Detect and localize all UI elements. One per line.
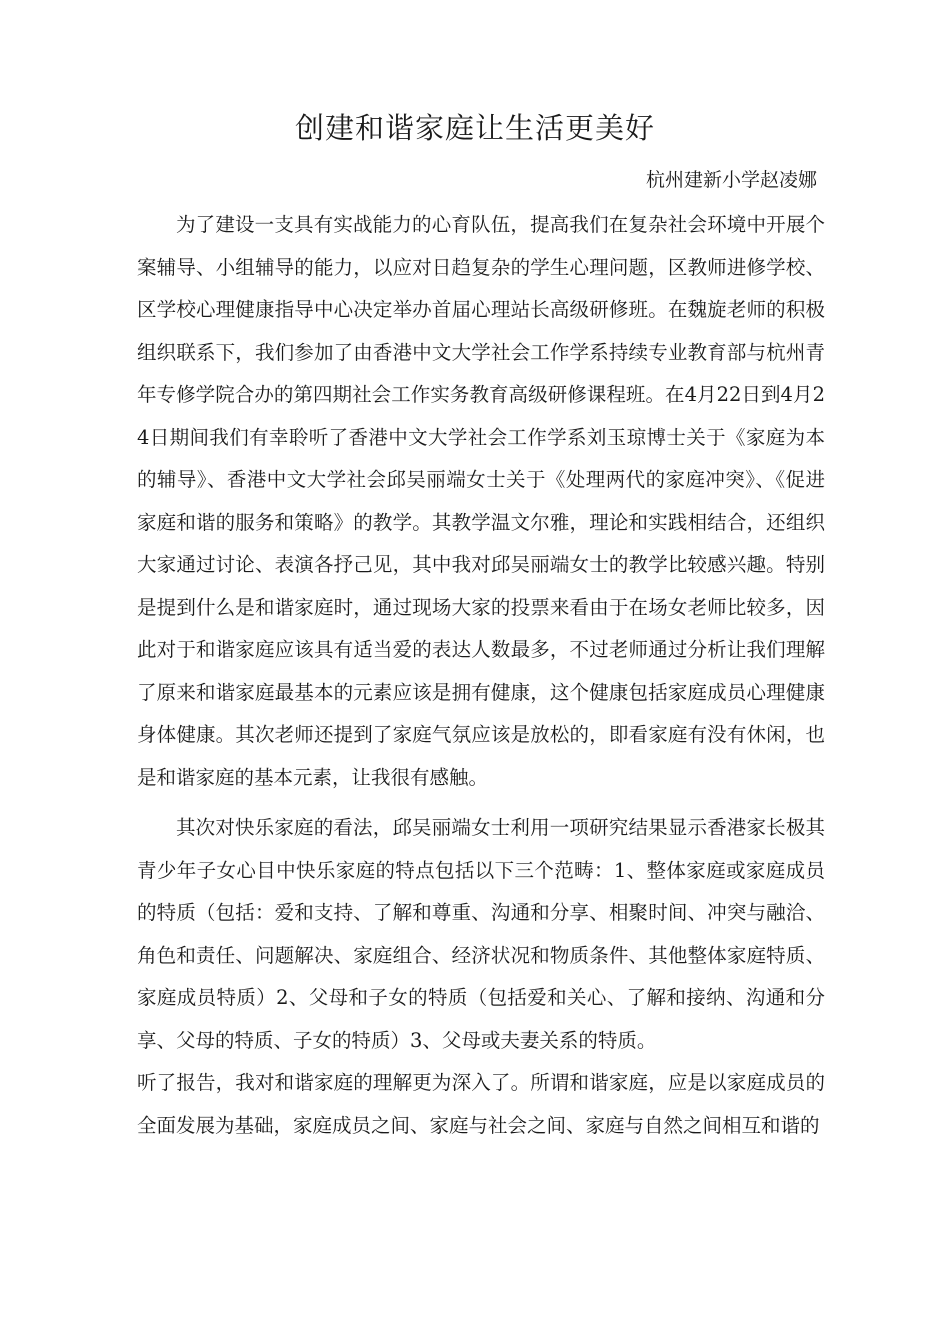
paragraph-1: 为了建设一支具有实战能力的心育队伍，提高我们在复杂社会环境中开展个案辅导、小组辅导的能力，以应对日趋复杂的学生心理问题，区教师进修学校、区学校心理健康指导中心决定举办首届心理站长高级研修班。在魏旋老师的积极组织联系下，我们参加了由香港中文大学社会工作学系持续专业教育部与杭州青年专修学院合办的第四期社会工作实务教育高级研修课程班。在4月22日到4月24日期间我们有幸聆听了香港中文大学社会工作学系刘玉琼博士关于《家庭为本的辅导》、香港中文大学社会邱吴丽端女士关于《处理两代的家庭冲突》、《促进家庭和谐的服务和策略》的教学。其教学温文尔雅，理论和实践相结合，还组织大家通过讨论、表演各抒己见，其中我对邱吴丽端女士的教学比较感兴趣。特别是提到什么是和谐家庭时，通过现场大家的投票来看由于在场女老师比较多，因此对于和谐家庭应该具有适当爱的表达人数最多，不过老师通过分析让我们理解了原来和谐家庭最基本的元素应该是拥有健康，这个健康包括家庭成员心理健康身体健康。其次老师还提到了家庭气氛应该是放松的，即看家庭有没有休闲，也是和谐家庭的基本元素，让我很有感触。 — [137, 213, 825, 789]
document-title: 创建和谐家庭让生活更美好 — [294, 111, 655, 145]
document-body — [137, 204, 825, 1147]
document-author: 杭州建新小学赵凌娜 — [645, 169, 817, 191]
paragraph-2: 其次对快乐家庭的看法，邱吴丽端女士利用一项研究结果显示香港家长极其青少年子女心目中快乐家庭的特点包括以下三个范畴：1、整体家庭或家庭成员的特质（包括：爱和支持、了解和尊重、沟通和分享、相聚时间、冲突与融洽、角色和责任、问题解决、家庭组合、经济状况和物质条件、其他整体家庭特质、家庭成员特质）2、父母和子女的特质（包括爱和关心、了解和接纳、沟通和分享、父母的特质、子女的特质）3、父母或夫妻关系的特质。 — [137, 816, 825, 1052]
paragraph-3: 听了报告，我对和谐家庭的理解更为深入了。所谓和谐家庭，应是以家庭成员的全面发展为基础，家庭成员之间、家庭与社会之间、家庭与自然之间相互和谐的 — [137, 1071, 825, 1137]
